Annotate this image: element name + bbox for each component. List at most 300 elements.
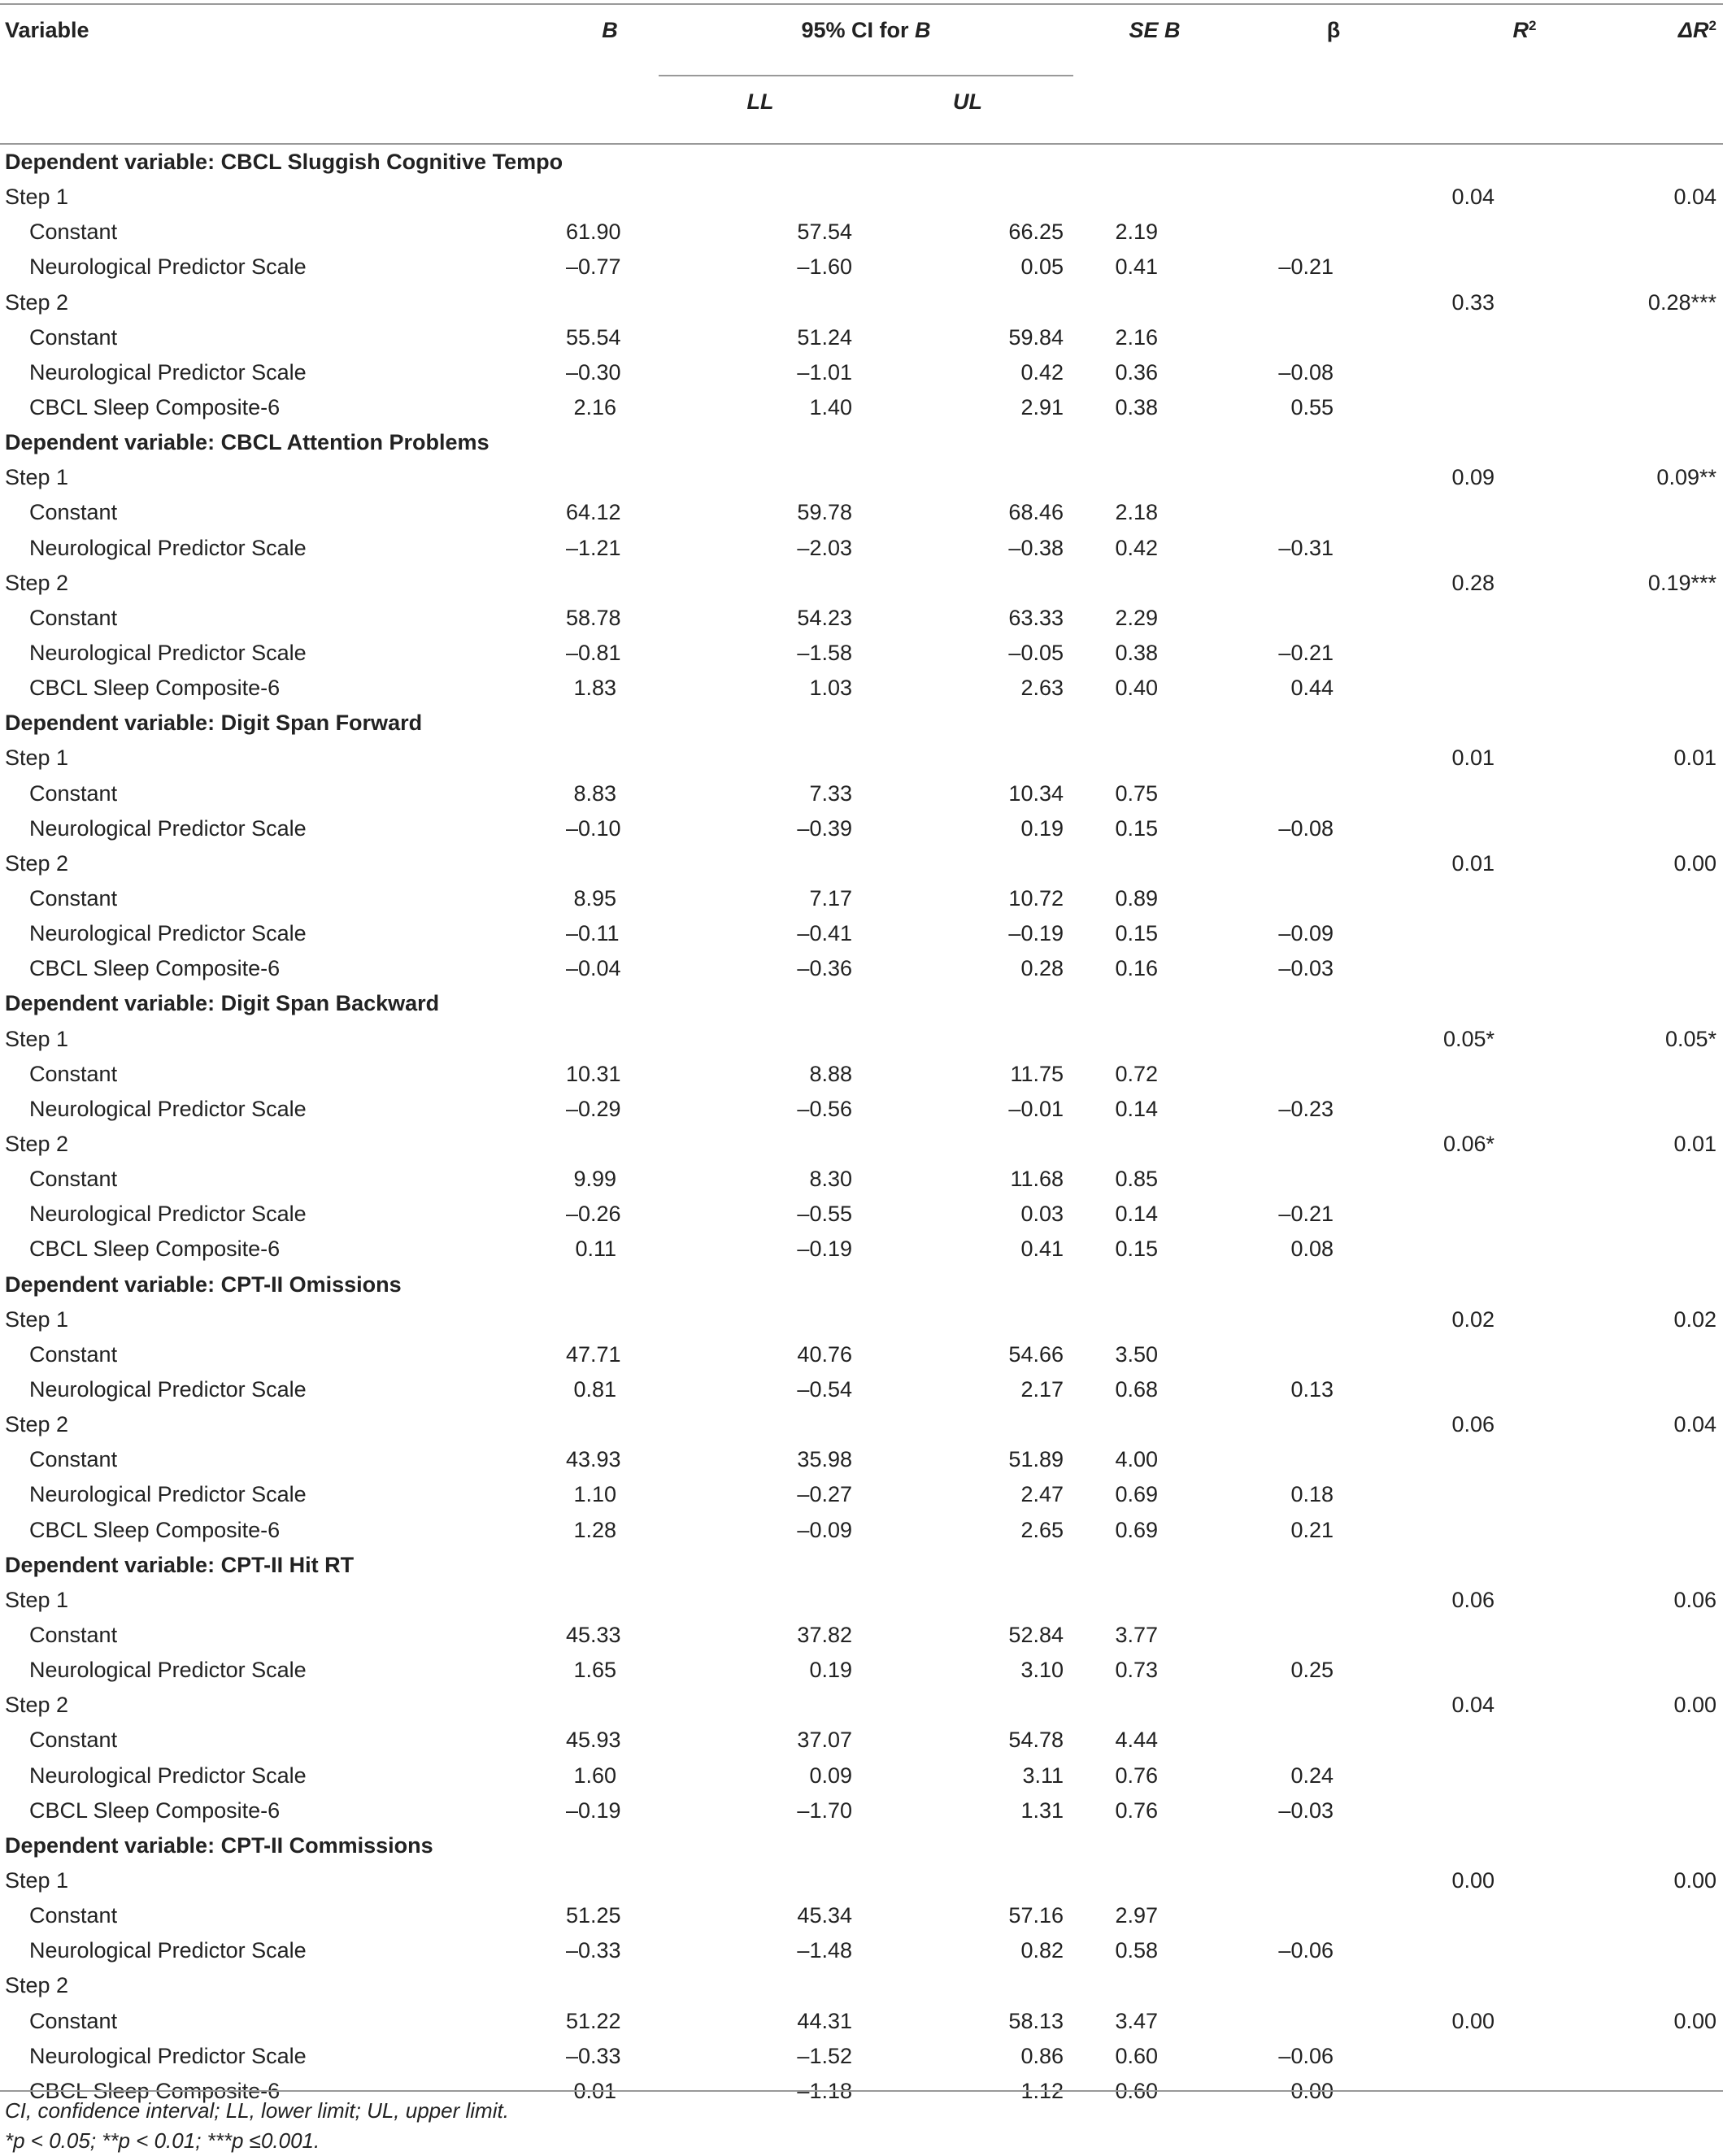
cell-ul xyxy=(862,846,1073,881)
header-r2 xyxy=(1431,4,1618,76)
cell-r2: 0.00 xyxy=(1451,2008,1495,2033)
step-label: Step 1 xyxy=(5,1587,69,1612)
cell-ul: –0.38 xyxy=(1008,535,1064,560)
cell-r2: 0.06 xyxy=(1451,1587,1495,1612)
cell-delta-r2: 0.00 xyxy=(1673,2008,1716,2033)
cell-ul: 2.17 xyxy=(1020,1376,1064,1402)
header-ll xyxy=(659,76,862,144)
table-row xyxy=(0,215,1723,250)
cell-ul: 58.13 xyxy=(1008,2008,1064,2033)
cell-r2 xyxy=(1431,1653,1618,1688)
cell-delta-r2: 0.06 xyxy=(1673,1587,1716,1612)
cell-r2 xyxy=(1431,636,1618,671)
predictor-label: Constant xyxy=(29,886,118,911)
cell-delta-r2: 0.00 xyxy=(1673,1693,1716,1718)
group-header-row xyxy=(0,1828,1723,1863)
cell-se-b xyxy=(1073,1022,1236,1057)
cell-se-b xyxy=(1073,741,1236,776)
cell-se-b: 0.69 xyxy=(1115,1482,1158,1507)
cell-se-b: 0.76 xyxy=(1115,1763,1158,1788)
cell-ul: 2.63 xyxy=(1020,676,1064,701)
cell-b: 1.10 xyxy=(573,1482,616,1507)
cell-delta-r2 xyxy=(1618,1618,1723,1653)
cell-se-b: 0.14 xyxy=(1115,1096,1158,1121)
cell-se-b: 0.69 xyxy=(1115,1517,1158,1542)
header-se-b-text: SE B xyxy=(1129,18,1181,42)
cell-se-b: 3.47 xyxy=(1115,2008,1158,2033)
table-row xyxy=(0,776,1723,811)
cell-delta-r2: 0.04 xyxy=(1673,185,1716,210)
cell-delta-r2 xyxy=(1618,1232,1723,1267)
predictor-label: Neurological Predictor Scale xyxy=(29,1482,307,1507)
cell-b xyxy=(561,1583,659,1618)
cell-ul: 54.66 xyxy=(1008,1341,1064,1367)
cell-ul xyxy=(862,1863,1073,1898)
table-row xyxy=(0,1337,1723,1372)
dependent-variable-title: Dependent variable: CBCL Sluggish Cognitive Tempo xyxy=(5,150,563,175)
cell-b: 8.83 xyxy=(573,780,616,806)
cell-se-b: 4.00 xyxy=(1115,1447,1158,1472)
cell-r2 xyxy=(1431,1092,1618,1127)
step-label: Step 1 xyxy=(5,185,69,210)
regression-table xyxy=(0,3,1723,2109)
cell-ll: –0.41 xyxy=(797,921,852,946)
predictor-label: Constant xyxy=(29,324,118,350)
cell-ul xyxy=(862,1022,1073,1057)
cell-se-b: 2.16 xyxy=(1115,324,1158,350)
cell-ul: 1.31 xyxy=(1020,1797,1064,1823)
cell-ul: 0.42 xyxy=(1020,359,1064,385)
dependent-variable-title: Dependent variable: CPT-II Commissions xyxy=(5,1832,433,1858)
cell-ul: 11.75 xyxy=(1010,1061,1064,1086)
cell-ul: 3.10 xyxy=(1020,1658,1064,1683)
cell-r2 xyxy=(1431,1512,1618,1547)
cell-se-b: 0.38 xyxy=(1115,641,1158,666)
cell-r2: 0.09 xyxy=(1451,465,1495,490)
dependent-variable-title: Dependent variable: CBCL Attention Problems xyxy=(5,430,489,455)
cell-ul: –0.01 xyxy=(1008,1096,1064,1121)
cell-ll: 59.78 xyxy=(797,500,852,525)
cell-b: 51.25 xyxy=(566,1903,621,1928)
cell-ul: 59.84 xyxy=(1008,324,1064,350)
table-row xyxy=(0,1162,1723,1197)
cell-ll: –0.39 xyxy=(797,815,852,841)
cell-r2: 0.28 xyxy=(1451,570,1495,595)
cell-delta-r2 xyxy=(1618,881,1723,916)
predictor-label: Neurological Predictor Scale xyxy=(29,1376,307,1402)
table-row xyxy=(0,671,1723,706)
cell-delta-r2 xyxy=(1618,1793,1723,1828)
cell-delta-r2 xyxy=(1618,355,1723,390)
predictor-label: Constant xyxy=(29,605,118,630)
cell-b: 43.93 xyxy=(566,1447,621,1472)
cell-r2 xyxy=(1431,1162,1618,1197)
predictor-label: CBCL Sleep Composite-6 xyxy=(29,956,281,981)
cell-delta-r2: 0.01 xyxy=(1673,1132,1716,1156)
table-row xyxy=(0,1758,1723,1793)
cell-se-b xyxy=(1073,1407,1236,1442)
step-row xyxy=(0,180,1723,215)
group-header-row xyxy=(0,144,1723,180)
table-row xyxy=(0,811,1723,846)
table-row xyxy=(0,531,1723,566)
cell-b: 1.65 xyxy=(573,1658,616,1683)
cell-b xyxy=(561,460,659,495)
cell-ll xyxy=(659,1407,862,1442)
dependent-variable-title: Dependent variable: CPT-II Hit RT xyxy=(5,1552,355,1577)
cell-delta-r2 xyxy=(1618,320,1723,355)
cell-ll: –1.52 xyxy=(797,2043,852,2068)
cell-r2: 0.00 xyxy=(1451,1867,1495,1893)
cell-r2 xyxy=(1431,881,1618,916)
header-delta-r2-text: ΔR xyxy=(1677,18,1709,42)
cell-ul: 2.65 xyxy=(1020,1517,1064,1542)
cell-b: 45.33 xyxy=(566,1622,621,1647)
cell-delta-r2: 0.00 xyxy=(1673,1867,1716,1893)
cell-r2: 0.05* xyxy=(1442,1026,1495,1051)
step-label: Step 2 xyxy=(5,289,69,315)
cell-ll: –0.36 xyxy=(797,956,852,981)
cell-se-b xyxy=(1073,846,1236,881)
cell-b: 61.90 xyxy=(566,220,621,245)
cell-beta: 0.08 xyxy=(1290,1237,1334,1262)
cell-beta xyxy=(1236,1863,1431,1898)
step-row xyxy=(0,1127,1723,1162)
cell-se-b xyxy=(1073,1688,1236,1723)
cell-b: 0.81 xyxy=(573,1376,616,1402)
cell-ul: 0.82 xyxy=(1020,1938,1064,1963)
cell-ul: 66.25 xyxy=(1008,220,1064,245)
predictor-label: Neurological Predictor Scale xyxy=(29,254,307,280)
cell-b: –1.21 xyxy=(566,535,621,560)
cell-delta-r2 xyxy=(1618,951,1723,986)
cell-b: 0.01 xyxy=(573,2078,616,2103)
cell-r2 xyxy=(1431,1968,1618,2003)
cell-ll xyxy=(659,1968,862,2003)
cell-delta-r2 xyxy=(1618,916,1723,951)
cell-ul: –0.19 xyxy=(1008,921,1064,946)
cell-ul: 0.05 xyxy=(1020,254,1064,280)
cell-r2 xyxy=(1431,1618,1618,1653)
cell-r2: 0.02 xyxy=(1451,1306,1495,1332)
step-label: Step 2 xyxy=(5,1132,69,1156)
dependent-variable-title: Dependent variable: Digit Span Forward xyxy=(5,711,423,736)
cell-beta xyxy=(1236,1337,1431,1372)
table-row xyxy=(0,1933,1723,1968)
cell-se-b: 0.85 xyxy=(1115,1167,1158,1192)
cell-r2 xyxy=(1431,1477,1618,1512)
cell-se-b xyxy=(1073,1968,1236,2003)
cell-ul xyxy=(862,1302,1073,1337)
cell-ll: 40.76 xyxy=(797,1341,852,1367)
cell-beta xyxy=(1236,1162,1431,1197)
cell-b xyxy=(561,741,659,776)
cell-ul xyxy=(862,1583,1073,1618)
table-row xyxy=(0,320,1723,355)
cell-beta: –0.06 xyxy=(1278,1938,1334,1963)
cell-beta xyxy=(1236,1583,1431,1618)
cell-beta xyxy=(1236,1723,1431,1758)
table-row xyxy=(0,1653,1723,1688)
step-row xyxy=(0,566,1723,601)
cell-b xyxy=(561,1863,659,1898)
cell-delta-r2 xyxy=(1618,1758,1723,1793)
cell-ll xyxy=(659,1688,862,1723)
cell-ll: 57.54 xyxy=(797,220,852,245)
cell-ll: 0.19 xyxy=(809,1658,852,1683)
cell-beta xyxy=(1236,741,1431,776)
cell-beta: 0.18 xyxy=(1290,1482,1334,1507)
cell-ll: –0.09 xyxy=(797,1517,852,1542)
table-row xyxy=(0,2039,1723,2074)
table-row xyxy=(0,951,1723,986)
cell-delta-r2 xyxy=(1618,1933,1723,1968)
cell-b: 64.12 xyxy=(566,500,621,525)
cell-beta: –0.31 xyxy=(1278,535,1334,560)
predictor-label: CBCL Sleep Composite-6 xyxy=(29,1797,281,1823)
cell-ll: 35.98 xyxy=(797,1447,852,1472)
step-label: Step 1 xyxy=(5,1306,69,1332)
header-spacer xyxy=(1618,76,1723,144)
cell-b xyxy=(561,1688,659,1723)
cell-b: –0.81 xyxy=(566,641,621,666)
cell-b xyxy=(561,1968,659,2003)
cell-se-b: 0.42 xyxy=(1115,535,1158,560)
cell-ll: 1.03 xyxy=(809,676,852,701)
cell-se-b: 0.40 xyxy=(1115,676,1158,701)
predictor-label: Constant xyxy=(29,500,118,525)
cell-b: –0.26 xyxy=(566,1202,621,1227)
cell-ll: 54.23 xyxy=(797,605,852,630)
header-ul xyxy=(862,76,1073,144)
predictor-label: CBCL Sleep Composite-6 xyxy=(29,395,281,420)
cell-se-b: 0.14 xyxy=(1115,1202,1158,1227)
cell-ll: 1.40 xyxy=(809,395,852,420)
predictor-label: Neurological Predictor Scale xyxy=(29,1202,307,1227)
cell-ll: –0.56 xyxy=(797,1096,852,1121)
cell-se-b xyxy=(1073,1583,1236,1618)
cell-beta xyxy=(1236,566,1431,601)
predictor-label: Constant xyxy=(29,1903,118,1928)
cell-beta xyxy=(1236,881,1431,916)
cell-ll: –1.58 xyxy=(797,641,852,666)
table-row xyxy=(0,250,1723,285)
cell-se-b: 0.60 xyxy=(1115,2078,1158,2103)
cell-delta-r2 xyxy=(1618,1372,1723,1407)
cell-se-b: 4.44 xyxy=(1115,1728,1158,1753)
cell-beta xyxy=(1236,1407,1431,1442)
cell-ll: –0.27 xyxy=(797,1482,852,1507)
cell-beta: –0.09 xyxy=(1278,921,1334,946)
predictor-label: CBCL Sleep Composite-6 xyxy=(29,1237,281,1262)
predictor-label: CBCL Sleep Composite-6 xyxy=(29,2078,281,2103)
cell-ll xyxy=(659,180,862,215)
cell-se-b: 0.15 xyxy=(1115,815,1158,841)
cell-ul: –0.05 xyxy=(1008,641,1064,666)
step-label: Step 2 xyxy=(5,1693,69,1718)
predictor-label: CBCL Sleep Composite-6 xyxy=(29,1517,281,1542)
step-row xyxy=(0,1302,1723,1337)
cell-b: 1.83 xyxy=(573,676,616,701)
cell-se-b: 0.16 xyxy=(1115,956,1158,981)
step-row xyxy=(0,1863,1723,1898)
group-header-row xyxy=(0,1548,1723,1583)
header-spacer xyxy=(561,76,659,144)
cell-r2: 0.06 xyxy=(1451,1412,1495,1437)
cell-se-b xyxy=(1073,566,1236,601)
cell-ul: 1.12 xyxy=(1020,2078,1064,2103)
table-row xyxy=(0,1512,1723,1547)
predictor-label: Neurological Predictor Scale xyxy=(29,815,307,841)
cell-r2 xyxy=(1431,776,1618,811)
cell-se-b xyxy=(1073,1127,1236,1162)
predictor-label: Neurological Predictor Scale xyxy=(29,1763,307,1788)
header-r2-sup: 2 xyxy=(1529,18,1537,33)
cell-ul: 0.28 xyxy=(1020,956,1064,981)
cell-ul: 68.46 xyxy=(1008,500,1064,525)
cell-b: 45.93 xyxy=(566,1728,621,1753)
cell-delta-r2: 0.28*** xyxy=(1647,289,1716,315)
cell-se-b: 0.58 xyxy=(1115,1938,1158,1963)
step-row xyxy=(0,1968,1723,2003)
cell-b xyxy=(561,180,659,215)
cell-ul: 0.41 xyxy=(1020,1237,1064,1262)
predictor-label: Neurological Predictor Scale xyxy=(29,1096,307,1121)
cell-r2: 0.06* xyxy=(1442,1132,1495,1156)
cell-se-b: 0.89 xyxy=(1115,886,1158,911)
header-ul-text: UL xyxy=(953,89,982,114)
table-row xyxy=(0,916,1723,951)
cell-r2 xyxy=(1431,215,1618,250)
cell-delta-r2 xyxy=(1618,1442,1723,1477)
header-spacer xyxy=(1431,76,1618,144)
step-label: Step 1 xyxy=(5,1867,69,1893)
table-row xyxy=(0,355,1723,390)
step-row xyxy=(0,1022,1723,1057)
cell-ul: 10.72 xyxy=(1008,886,1064,911)
cell-ul xyxy=(862,1127,1073,1162)
predictor-label: Constant xyxy=(29,2008,118,2033)
table-row xyxy=(0,601,1723,636)
predictor-label: Constant xyxy=(29,1061,118,1086)
cell-r2 xyxy=(1431,531,1618,566)
header-ci-text: 95% CI for xyxy=(801,18,909,42)
step-row xyxy=(0,741,1723,776)
cell-delta-r2 xyxy=(1618,1477,1723,1512)
cell-se-b: 0.76 xyxy=(1115,1797,1158,1823)
predictor-label: Constant xyxy=(29,1167,118,1192)
header-spacer xyxy=(1073,76,1236,144)
cell-ul xyxy=(862,285,1073,320)
cell-beta xyxy=(1236,215,1431,250)
cell-b: 1.60 xyxy=(573,1763,616,1788)
note-significance: *p < 0.05; **p < 0.01; ***p ≤0.001. xyxy=(5,2128,320,2153)
cell-beta xyxy=(1236,460,1431,495)
cell-delta-r2 xyxy=(1618,671,1723,706)
cell-ll xyxy=(659,1127,862,1162)
cell-delta-r2 xyxy=(1618,636,1723,671)
cell-beta xyxy=(1236,180,1431,215)
cell-r2: 0.04 xyxy=(1451,1693,1495,1718)
table-row xyxy=(0,1618,1723,1653)
cell-ul: 2.47 xyxy=(1020,1482,1064,1507)
cell-ll xyxy=(659,566,862,601)
table-row xyxy=(0,636,1723,671)
cell-se-b: 0.41 xyxy=(1115,254,1158,280)
cell-beta xyxy=(1236,1057,1431,1092)
cell-beta: –0.06 xyxy=(1278,2043,1334,2068)
cell-ll: –0.54 xyxy=(797,1376,852,1402)
cell-r2 xyxy=(1431,1723,1618,1758)
cell-beta xyxy=(1236,285,1431,320)
cell-ll xyxy=(659,846,862,881)
cell-beta: 0.55 xyxy=(1290,395,1334,420)
header-ci-rule xyxy=(659,75,1073,76)
header-b xyxy=(561,4,659,76)
cell-b xyxy=(561,1407,659,1442)
cell-b xyxy=(561,1302,659,1337)
cell-se-b: 3.77 xyxy=(1115,1622,1158,1647)
predictor-label: Neurological Predictor Scale xyxy=(29,641,307,666)
cell-ll: 37.82 xyxy=(797,1622,852,1647)
cell-r2 xyxy=(1431,1232,1618,1267)
header-r2-text: R xyxy=(1512,18,1529,42)
table-row xyxy=(0,2003,1723,2038)
cell-se-b: 0.72 xyxy=(1115,1061,1158,1086)
cell-r2 xyxy=(1431,1758,1618,1793)
cell-ll: 7.17 xyxy=(809,886,852,911)
cell-b: 55.54 xyxy=(566,324,621,350)
cell-ul xyxy=(862,180,1073,215)
cell-b: 58.78 xyxy=(566,605,621,630)
cell-r2: 0.04 xyxy=(1451,185,1495,210)
cell-ll: –1.70 xyxy=(797,1797,852,1823)
cell-delta-r2 xyxy=(1618,776,1723,811)
cell-delta-r2 xyxy=(1618,1723,1723,1758)
cell-delta-r2 xyxy=(1618,250,1723,285)
cell-r2 xyxy=(1431,951,1618,986)
cell-ll xyxy=(659,1583,862,1618)
cell-r2 xyxy=(1431,1057,1618,1092)
table-row xyxy=(0,1793,1723,1828)
cell-ll: –1.60 xyxy=(797,254,852,280)
table-row xyxy=(0,1723,1723,1758)
cell-r2: 0.01 xyxy=(1451,745,1495,771)
cell-ul: 0.86 xyxy=(1020,2043,1064,2068)
cell-delta-r2 xyxy=(1618,811,1723,846)
cell-r2 xyxy=(1431,916,1618,951)
cell-b: –0.19 xyxy=(566,1797,621,1823)
cell-beta xyxy=(1236,495,1431,530)
cell-se-b: 0.36 xyxy=(1115,359,1158,385)
cell-b: –0.11 xyxy=(566,921,620,946)
table-row xyxy=(0,1197,1723,1232)
table-notes xyxy=(5,2096,509,2156)
cell-delta-r2 xyxy=(1618,1898,1723,1933)
cell-ul: 0.19 xyxy=(1020,815,1064,841)
cell-b: 10.31 xyxy=(566,1061,621,1086)
cell-se-b: 0.68 xyxy=(1115,1376,1158,1402)
step-label: Step 2 xyxy=(5,570,69,595)
predictor-label: Constant xyxy=(29,1341,118,1367)
cell-delta-r2 xyxy=(1618,531,1723,566)
cell-b: 1.28 xyxy=(573,1517,616,1542)
cell-delta-r2: 0.01 xyxy=(1673,745,1716,771)
predictor-label: Constant xyxy=(29,220,118,245)
header-ll-text: LL xyxy=(746,89,774,114)
cell-r2 xyxy=(1431,1793,1618,1828)
step-row xyxy=(0,1583,1723,1618)
